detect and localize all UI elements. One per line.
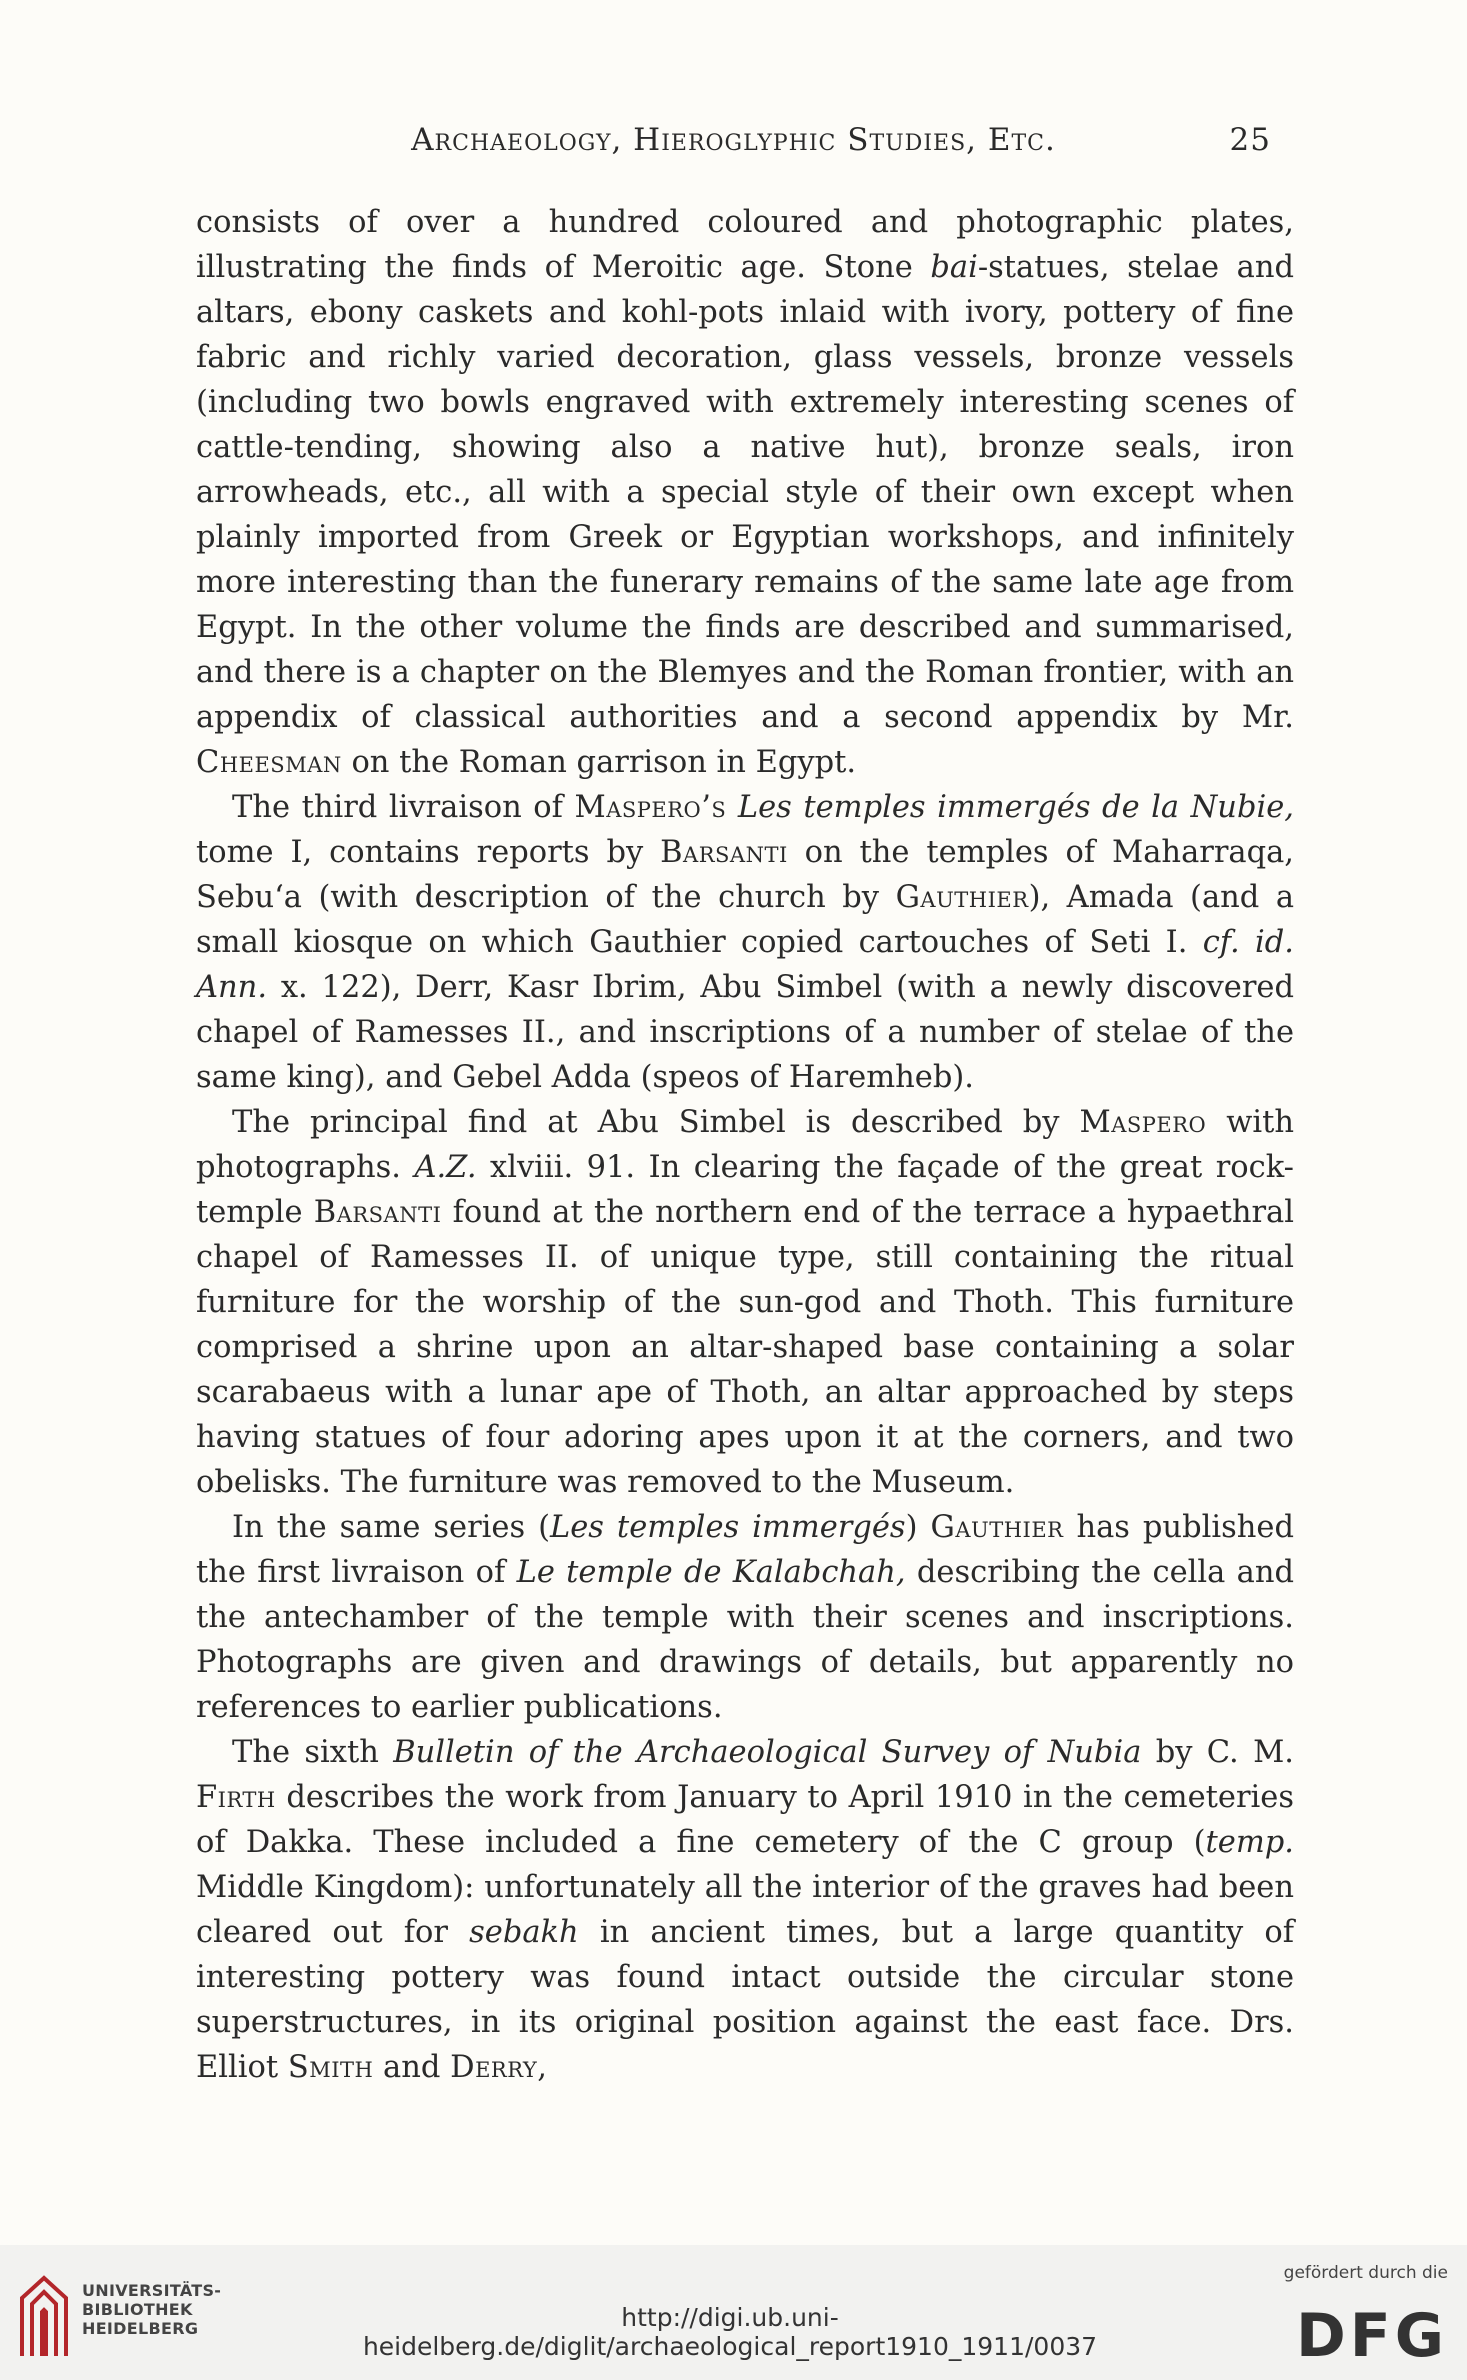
text-run: on the Roman garrison in Egypt.: [341, 745, 857, 780]
library-name-line: BIBLIOTHEK: [82, 2300, 193, 2319]
author-name: Gauthier: [895, 880, 1029, 915]
author-name: Cheesman: [196, 745, 342, 780]
text-run: -statues, stelae and altars, ebony caskets and kohl-pots inlaid with ivory, pottery of fine fabric and richly varied decoration, glass vessels, bronze vessels (including two bowls engraved with extremely interesting scenes of cattle-tending, showing also a native hut), bronze seals, iron arrowheads, etc., all with a special style of their own except when plainly imported from Greek or Egyptian workshops, and infinitely more interesting than the funerary remains of the same late age from Egypt. In the other volume the finds are described and summarised, and there is a chapter on the Blemyes and the Roman frontier, with an appendix of classical authorities and a second appendix by Mr.: [196, 250, 1294, 735]
running-head: [196, 122, 1271, 178]
text-run: describing the cella and the antechamber of the temple with their scenes and inscriptions. Photographs are given and drawings of details, but apparently no references to earlier publications.: [196, 1555, 1294, 1725]
text-run: The principal find at Abu Simbel is described by: [232, 1105, 1080, 1140]
running-title: Archaeology, Hieroglyphic Studies, Etc.: [411, 122, 1056, 158]
italic-title: Les temples immergés de la Nubie,: [737, 790, 1294, 825]
text-run: with photographs.: [196, 1105, 1294, 1185]
text-run: xlviii. 91. In clearing the façade of the great rock-temple: [196, 1150, 1294, 1230]
italic-title: Bulletin of the Archaeological Survey of Nubia: [393, 1735, 1142, 1770]
library-name: [82, 2281, 221, 2338]
author-name: Maspero’s: [574, 790, 727, 825]
text-run: by C. M.: [1141, 1735, 1294, 1770]
library-name-line: UNIVERSITÄTS-: [82, 2281, 222, 2300]
text-run: ,: [537, 2050, 547, 2085]
body-text: [196, 200, 1294, 2090]
text-run: ), Amada (and a small kiosque on which Gauthier copied cartouches of Seti I.: [196, 880, 1295, 960]
text-run: The third livraison of: [232, 790, 575, 825]
digitization-footer: [0, 2245, 1467, 2380]
italic-term: sebakh: [469, 1915, 579, 1950]
text-run: consists of over a hundred coloured and photographic plates, illustrating the finds of Meroitic age. Stone: [196, 205, 1294, 285]
author-name: Firth: [196, 1780, 276, 1815]
text-run: and: [373, 2050, 451, 2085]
author-name: Derry: [450, 2050, 538, 2085]
text-run: The sixth: [232, 1735, 394, 1770]
paragraph-maspero-livraison: [196, 785, 1294, 1100]
author-name: Barsanti: [660, 835, 788, 870]
text-run: x. 122), Derr, Kasr Ibrim, Abu Simbel (with a newly discovered chapel of Ramesses II., and inscriptions of a number of stelae of the same king), and Gebel Adda (speos of Haremheb).: [196, 970, 1294, 1095]
italic-term: bai: [930, 250, 978, 285]
text-run: In the same series (: [232, 1510, 550, 1545]
library-logo-icon: [14, 2272, 74, 2356]
paragraph-abu-simbel: [196, 1100, 1294, 1505]
text-run: on the temples of Maharraqa, Sebu‘a (with description of the church by: [196, 835, 1294, 915]
italic-term: temp.: [1205, 1825, 1294, 1860]
author-name: Barsanti: [313, 1195, 442, 1230]
italic-reference: cf. id. Ann.: [196, 925, 1294, 1005]
text-run: ): [905, 1510, 931, 1545]
text-run: has published the first livraison of: [196, 1510, 1294, 1590]
paragraph-gauthier-kalabchah: [196, 1505, 1294, 1730]
dfg-logo: DFG: [1295, 2301, 1448, 2371]
text-run: describes the work from January to April 1910 in the cemeteries of Dakka. These included a fine cemetery of the C group (: [196, 1780, 1294, 1860]
italic-reference: A.Z.: [414, 1150, 477, 1185]
text-run: Middle Kingdom): unfortunately all the interior of the graves had been cleared out for: [196, 1870, 1294, 1950]
italic-title: Le temple de Kalabchah,: [516, 1555, 906, 1590]
text-run: found at the northern end of the terrace a hypaethral chapel of Ramesses II. of unique type, still containing the ritual furniture for the worship of the sun-god and Thoth. This furniture comprised a shrine upon an altar-shaped base containing a solar scarabaeus with a lunar ape of Thoth, an altar approached by steps having statues of four adoring apes upon it at the corners, and two obelisks. The furniture was removed to the Museum.: [196, 1195, 1294, 1500]
author-name: Gauthier: [930, 1510, 1064, 1545]
text-run: in ancient times, but a large quantity of interesting pottery was found intact outside the circular stone superstructures, in its original position against the east face. Drs. Elliot: [196, 1915, 1294, 2085]
text-run: tome I, contains reports by: [196, 835, 661, 870]
paragraph-meroitic-finds: [196, 200, 1294, 785]
italic-title: Les temples immergés: [550, 1510, 906, 1545]
library-name-line: HEIDELBERG: [82, 2319, 199, 2338]
text-run: [726, 790, 738, 825]
author-name: Maspero: [1079, 1105, 1207, 1140]
funding-label: gefördert durch die: [1283, 2263, 1448, 2283]
funder-block: [1258, 2263, 1448, 2373]
author-name: Smith: [287, 2050, 374, 2085]
permalink-url[interactable]: http://digi.ub.uni-heidelberg.de/diglit/archaeological_report1910_1911/0037: [362, 2303, 1098, 2361]
page-number: 25: [1229, 122, 1271, 158]
paragraph-nubia-bulletin: [196, 1730, 1294, 2090]
